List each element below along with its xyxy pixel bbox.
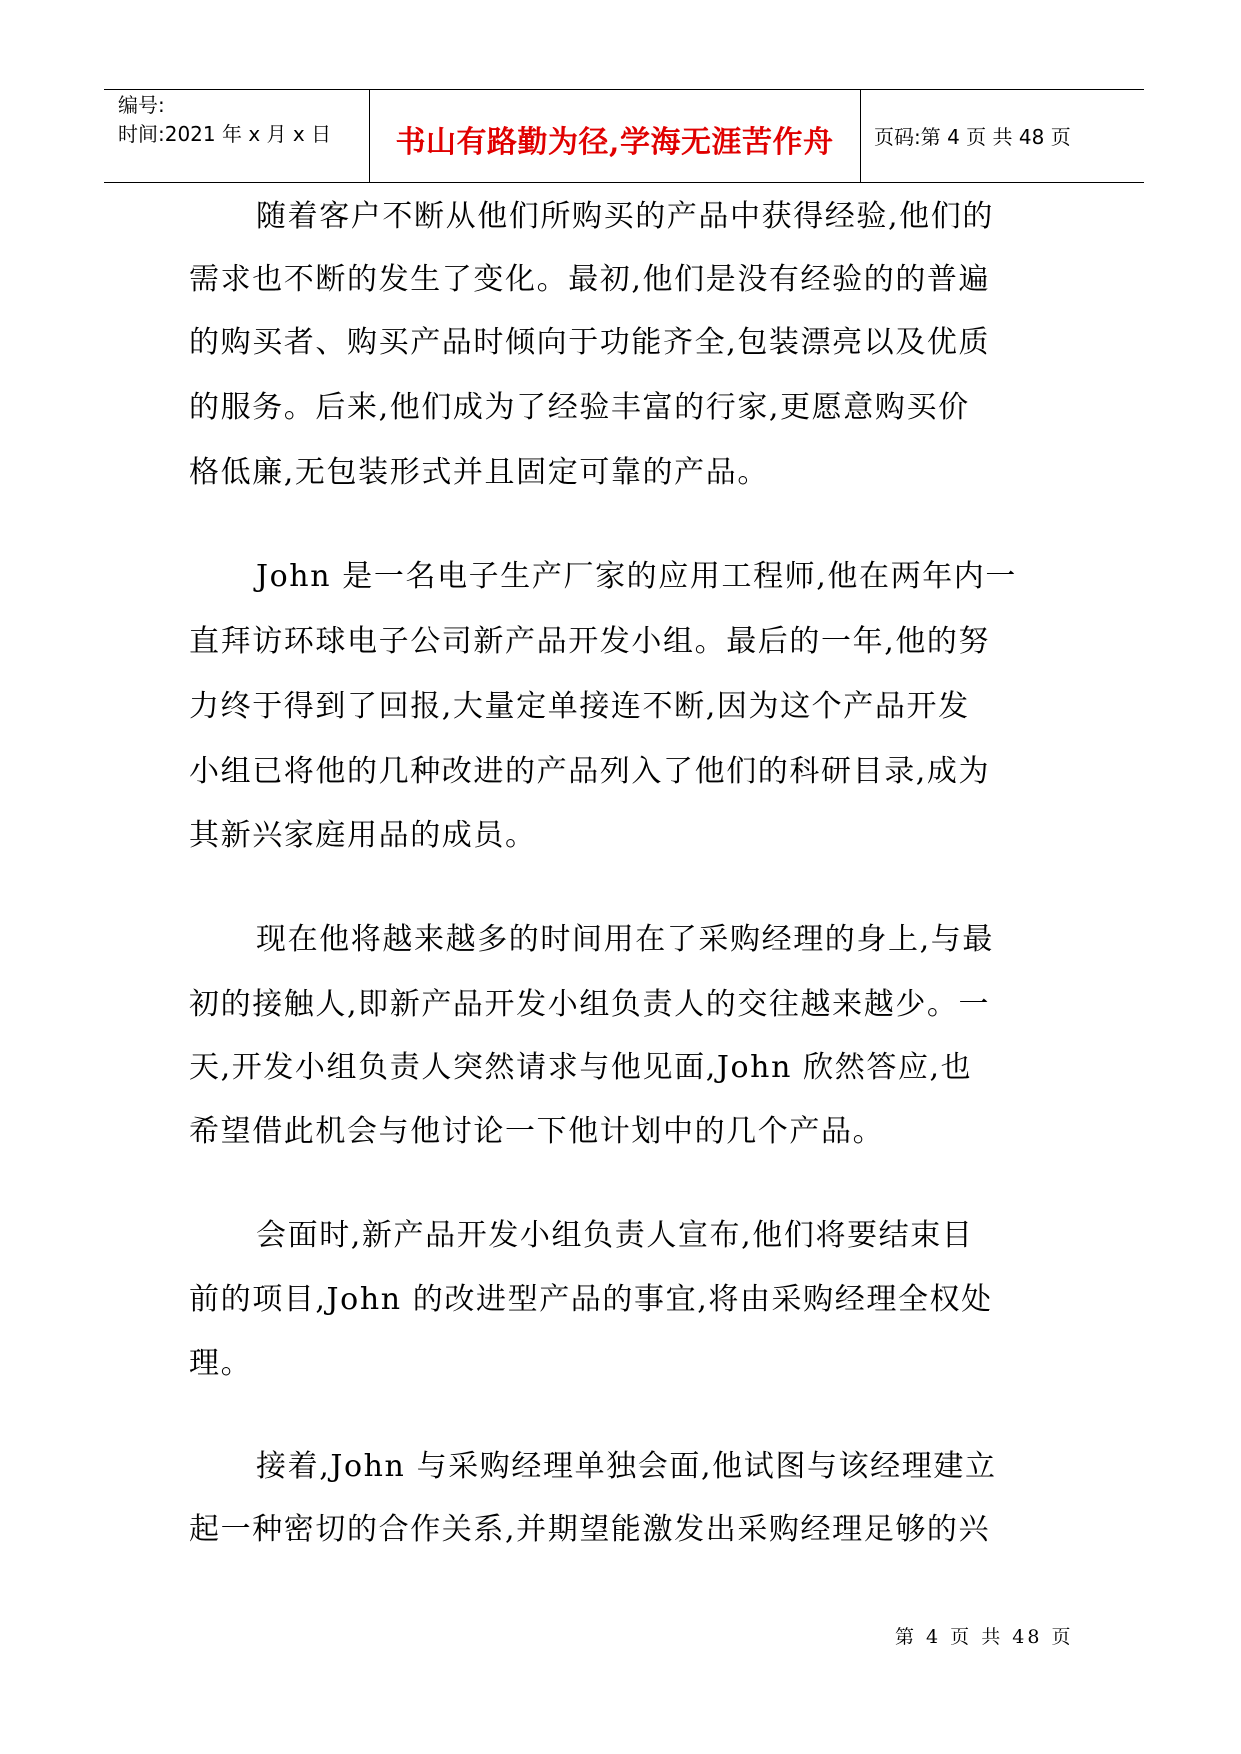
paragraph-3-line-3: 天,开发小组负责人突然请求与他见面,John 欣然答应,也 (189, 1050, 973, 1085)
paragraph-3-line-1: 现在他将越来越多的时间用在了采购经理的身上,与最 (256, 922, 994, 957)
time-label: 时间:2021 年 x 月 x 日 (118, 122, 332, 146)
header-top-rule (104, 89, 1144, 90)
paragraph-1-line-2: 需求也不断的发生了变化。最初,他们是没有经验的的普遍 (189, 262, 991, 297)
paragraph-1-line-3: 的购买者、购买产品时倾向于功能齐全,包装漂亮以及优质 (189, 325, 991, 360)
header-page-number: 页码:第 4 页 共 48 页 (874, 125, 1071, 149)
paragraph-2-line-5: 其新兴家庭用品的成员。 (189, 818, 537, 853)
paragraph-2-line-3: 力终于得到了回报,大量定单接连不断,因为这个产品开发 (189, 689, 970, 724)
header-motto: 书山有路勤为径,学海无涯苦作舟 (395, 125, 834, 160)
paragraph-2-line-4: 小组已将他的几种改进的产品列入了他们的科研目录,成为 (189, 754, 991, 789)
paragraph-2-line-1: John 是一名电子生产厂家的应用工程师,他在两年内一 (256, 559, 1018, 594)
paragraph-3-line-4: 希望借此机会与他讨论一下他计划中的几个产品。 (189, 1114, 885, 1149)
page-header (104, 89, 1144, 183)
header-bottom-rule (104, 182, 1144, 183)
paragraph-4-line-3: 理。 (189, 1346, 253, 1381)
paragraph-1-line-1: 随着客户不断从他们所购买的产品中获得经验,他们的 (256, 199, 994, 234)
header-divider-right (860, 89, 861, 183)
paragraph-2-line-2: 直拜访环球电子公司新产品开发小组。最后的一年,他的努 (189, 624, 991, 659)
paragraph-3-line-2: 初的接触人,即新产品开发小组负责人的交往越来越少。一 (189, 987, 991, 1022)
paragraph-4-line-1: 会面时,新产品开发小组负责人宣布,他们将要结束目 (256, 1218, 974, 1253)
paragraph-1-line-4: 的服务。后来,他们成为了经验丰富的行家,更愿意购买价 (189, 390, 970, 425)
page-footer: 第 4 页 共 48 页 (895, 1626, 1074, 1648)
paragraph-4-line-2: 前的项目,John 的改进型产品的事宜,将由采购经理全权处 (189, 1282, 993, 1317)
serial-label: 编号: (118, 93, 165, 117)
paragraph-5-line-2: 起一种密切的合作关系,并期望能激发出采购经理足够的兴 (189, 1512, 991, 1547)
paragraph-1-line-5: 格低廉,无包装形式并且固定可靠的产品。 (189, 455, 769, 490)
header-meta (118, 91, 331, 149)
paragraph-5-line-1: 接着,John 与采购经理单独会面,他试图与该经理建立 (256, 1449, 997, 1484)
